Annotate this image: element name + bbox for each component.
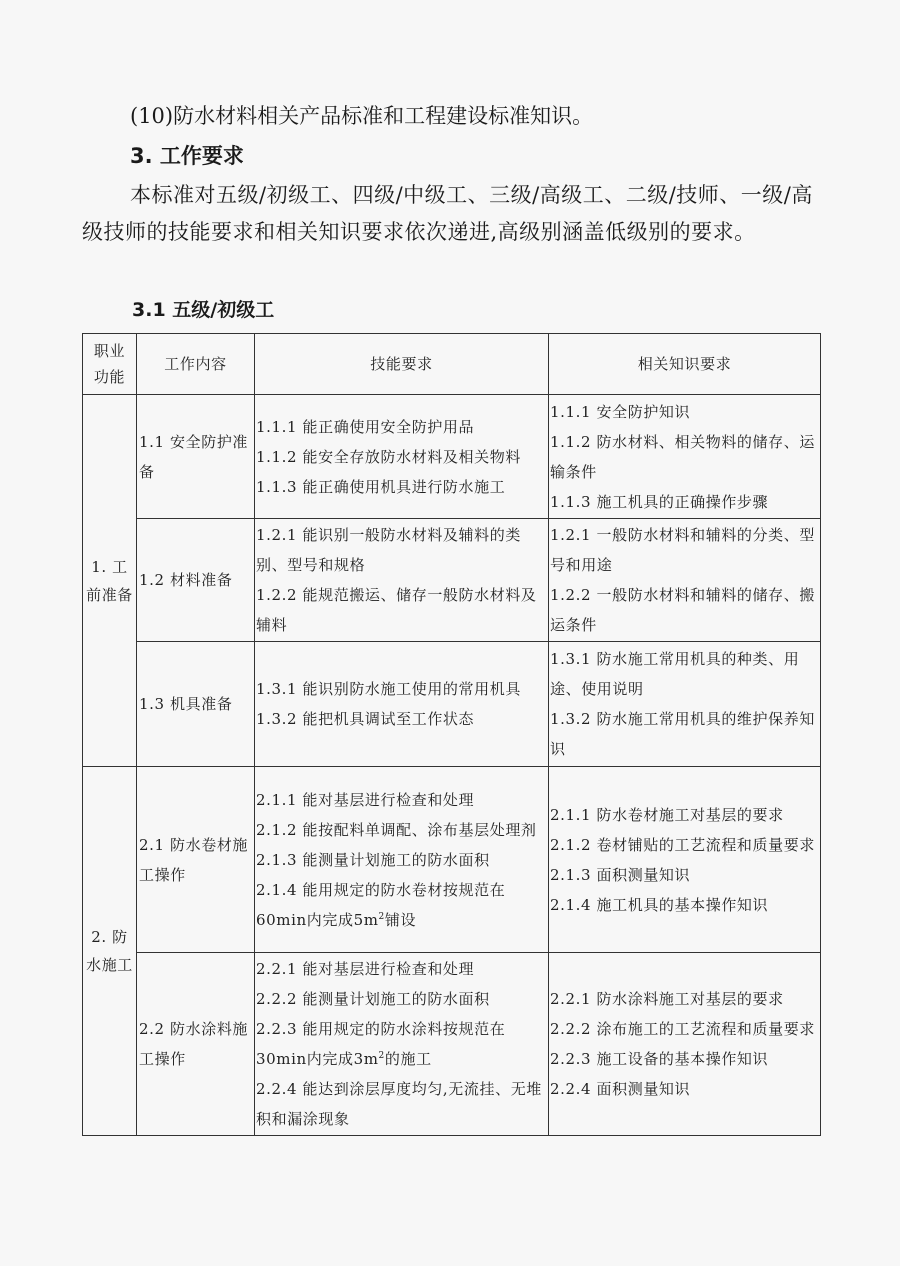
knowledge-cell	[549, 519, 821, 642]
knowledge-line: 1.1.1 安全防护知识	[550, 402, 691, 421]
table-row	[83, 953, 821, 1136]
work-content-cell: 1.2 材料准备	[137, 519, 255, 642]
table-body	[83, 395, 821, 1136]
knowledge-line: 1.2.1 一般防水材料和辅料的分类、型号和用途	[550, 526, 815, 574]
knowledge-cell	[549, 767, 821, 953]
header-skills: 技能要求	[255, 334, 549, 395]
table-row	[83, 519, 821, 642]
skill-line: 2.1.3 能测量计划施工的防水面积	[256, 850, 490, 869]
knowledge-cell	[549, 642, 821, 767]
table-row	[83, 642, 821, 767]
skill-line: 2.1.2 能按配料单调配、涂布基层处理剂	[256, 820, 537, 839]
knowledge-line: 2.1.4 施工机具的基本操作知识	[550, 895, 769, 914]
skill-line: 1.3.2 能把机具调试至工作状态	[256, 710, 475, 728]
skill-line: 2.2.1 能对基层进行检查和处理	[256, 960, 475, 978]
knowledge-line: 2.2.3 施工设备的基本操作知识	[550, 1050, 769, 1068]
function-cell: 2. 防水施工	[83, 767, 137, 1136]
skill-line: 1.1.1 能正确使用安全防护用品	[256, 417, 475, 436]
skill-line: 1.1.2 能安全存放防水材料及相关物料	[256, 447, 521, 466]
requirements-table	[82, 333, 821, 1136]
work-content-cell: 1.3 机具准备	[137, 642, 255, 767]
section-title: 3. 工作要求	[130, 144, 244, 168]
subsection-title: 3.1 五级/初级工	[132, 299, 275, 321]
knowledge-line: 1.1.2 防水材料、相关物料的储存、运输条件	[550, 432, 815, 481]
section-text: 本标准对五级/初级工、四级/中级工、三级/高级工、二级/技师、一级/高级技师的技能要求和相关知识要求依次递进,高级别涵盖低级别的要求。	[82, 183, 813, 244]
header-knowledge: 相关知识要求	[549, 334, 821, 395]
knowledge-line: 1.2.2 一般防水材料和辅料的储存、搬运条件	[550, 586, 815, 634]
skills-cell	[255, 642, 549, 767]
skill-line: 2.2.2 能测量计划施工的防水面积	[256, 990, 490, 1008]
intro-item: (10)防水材料相关产品标准和工程建设标准知识。	[130, 104, 594, 128]
skill-line: 1.1.3 能正确使用机具进行防水施工	[256, 477, 506, 496]
knowledge-line: 1.1.3 施工机具的正确操作步骤	[550, 492, 769, 511]
skills-cell	[255, 395, 549, 519]
skills-cell	[255, 767, 549, 953]
table-row	[83, 767, 821, 953]
work-content-cell: 1.1 安全防护准备	[137, 395, 255, 519]
skill-line: 2.2.4 能达到涂层厚度均匀,无流挂、无堆积和漏涂现象	[256, 1080, 542, 1128]
skill-line: 1.2.1 能识别一般防水材料及辅料的类别、型号和规格	[256, 526, 521, 574]
skill-line: 2.1.4 能用规定的防水卷材按规范在60min内完成$5m^2$铺设	[256, 880, 506, 929]
knowledge-line: 2.2.4 面积测量知识	[550, 1080, 691, 1098]
knowledge-line: 2.2.1 防水涂料施工对基层的要求	[550, 990, 784, 1008]
skill-line: 1.3.1 能识别防水施工使用的常用机具	[256, 680, 521, 698]
work-content-cell: 2.2 防水涂料施工操作	[137, 953, 255, 1136]
function-cell: 1. 工前准备	[83, 395, 137, 767]
skill-line: 2.1.1 能对基层进行检查和处理	[256, 790, 475, 809]
skills-cell	[255, 953, 549, 1136]
knowledge-line: 2.1.3 面积测量知识	[550, 865, 691, 884]
knowledge-line: 2.1.1 防水卷材施工对基层的要求	[550, 805, 784, 824]
skill-line: 1.2.2 能规范搬运、储存一般防水材料及辅料	[256, 586, 537, 634]
skill-line: 2.2.3 能用规定的防水涂料按规范在30min内完成$3m^2$的施工	[256, 1020, 506, 1068]
knowledge-line: 1.3.1 防水施工常用机具的种类、用途、使用说明	[550, 650, 800, 698]
table-row	[83, 395, 821, 519]
knowledge-line: 2.1.2 卷材铺贴的工艺流程和质量要求	[550, 835, 815, 854]
header-function: 职业功能	[83, 334, 137, 395]
knowledge-cell	[549, 395, 821, 519]
knowledge-line: 1.3.2 防水施工常用机具的维护保养知识	[550, 710, 815, 758]
skills-cell	[255, 519, 549, 642]
knowledge-cell	[549, 953, 821, 1136]
work-content-cell: 2.1 防水卷材施工操作	[137, 767, 255, 953]
knowledge-line: 2.2.2 涂布施工的工艺流程和质量要求	[550, 1020, 815, 1038]
header-content: 工作内容	[137, 334, 255, 395]
table-header-row	[83, 334, 821, 395]
